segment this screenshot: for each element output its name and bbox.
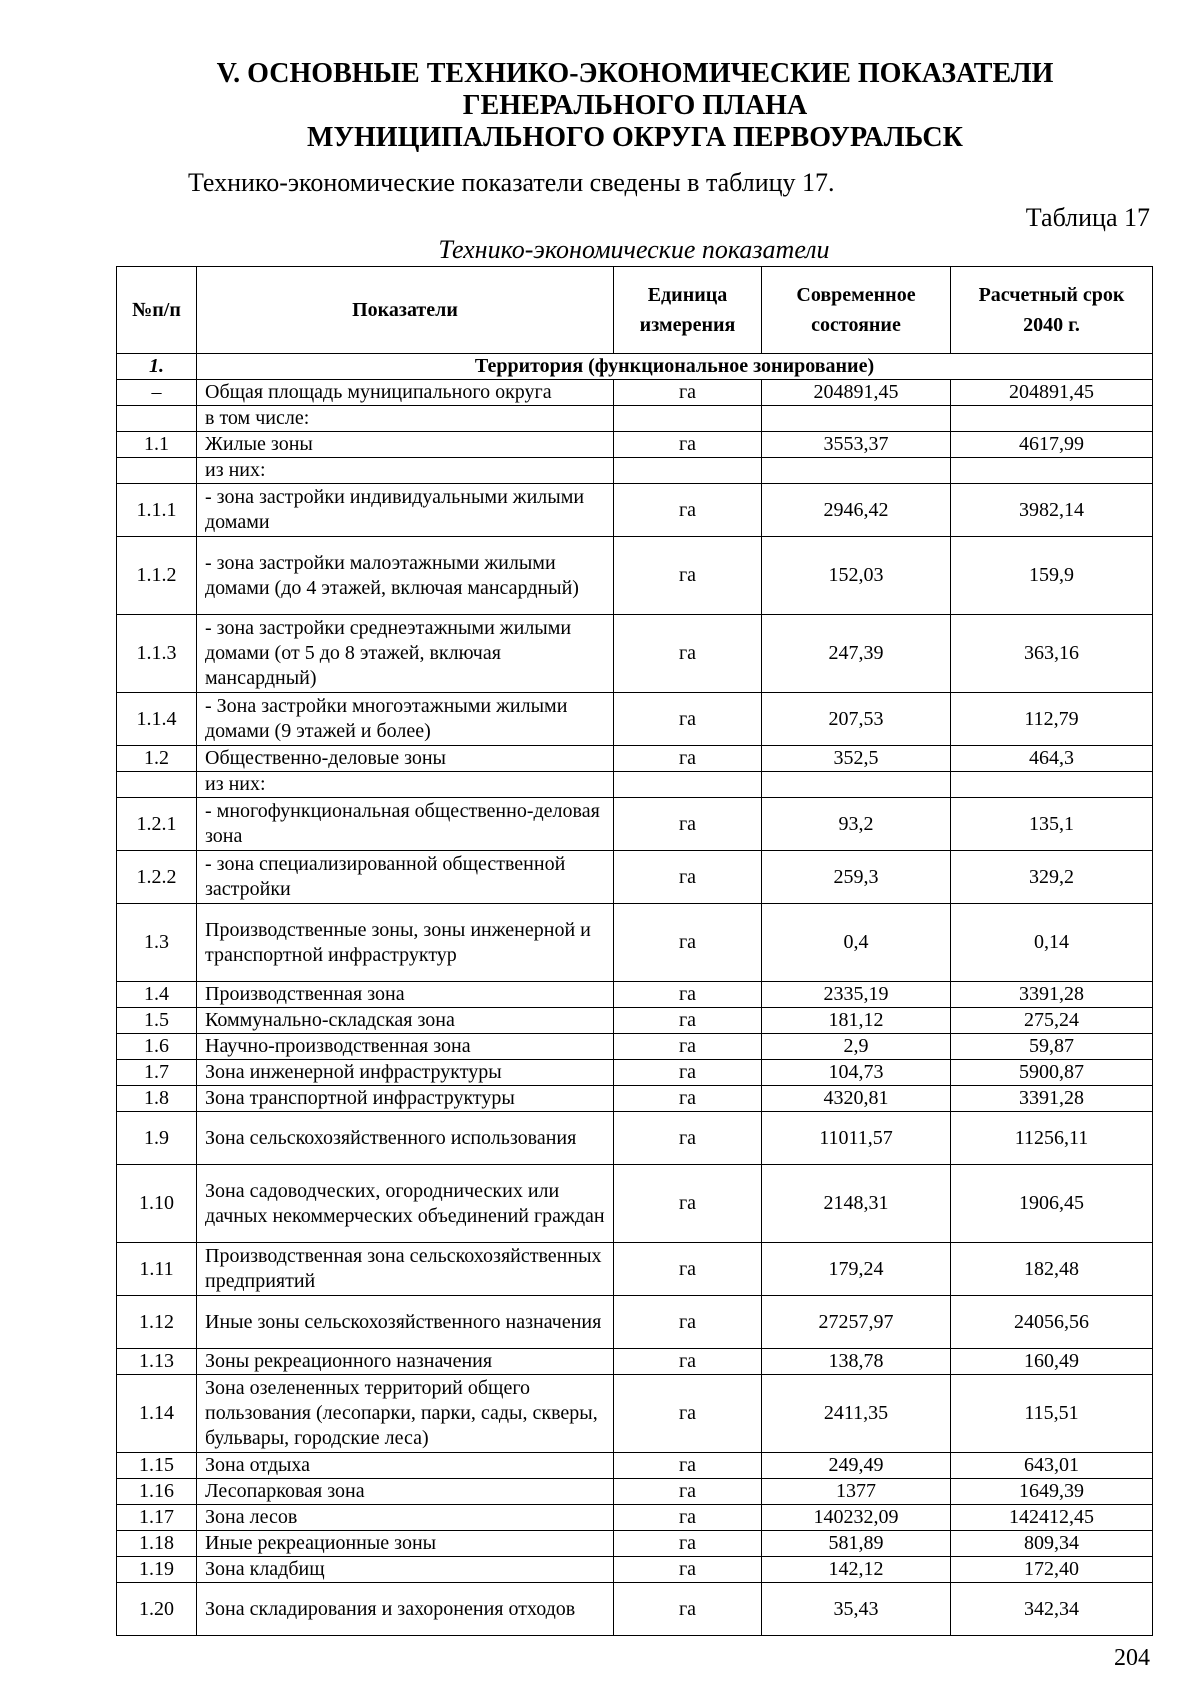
row-current: 3553,37 [762,432,951,458]
row-unit: га [614,1112,762,1165]
row-current [762,458,951,484]
row-target: 1906,45 [951,1165,1153,1243]
row-unit: га [614,1165,762,1243]
row-target: 172,40 [951,1557,1153,1583]
row-num: 1.9 [117,1112,197,1165]
table-row [117,851,1153,904]
row-num: 1.6 [117,1034,197,1060]
row-target [951,458,1153,484]
table-row [117,380,1153,406]
table-row [117,1034,1153,1060]
row-num: 1.1 [117,432,197,458]
row-unit: га [614,1531,762,1557]
row-target: 809,34 [951,1531,1153,1557]
row-name: Иные рекреационные зоны [197,1531,614,1557]
row-unit: га [614,1453,762,1479]
row-num: 1.10 [117,1165,197,1243]
table-row [117,1296,1153,1349]
row-unit [614,772,762,798]
row-unit: га [614,798,762,851]
table-caption: Технико-экономические показатели [438,235,830,264]
table-row [117,1008,1153,1034]
indicators-table [116,266,1153,1636]
row-target: 59,87 [951,1034,1153,1060]
row-num [117,406,197,432]
page-number: 204 [1114,1645,1150,1671]
row-target: 112,79 [951,693,1153,746]
header-num: №п/п [117,267,197,354]
row-num: 1.2 [117,746,197,772]
row-num: 1.1.1 [117,484,197,537]
table-row [117,746,1153,772]
row-num: 1.12 [117,1296,197,1349]
header-current [762,267,951,354]
row-num: 1.15 [117,1453,197,1479]
row-target: 643,01 [951,1453,1153,1479]
row-num: 1.2.1 [117,798,197,851]
row-name: Зона кладбищ [197,1557,614,1583]
table-row [117,1243,1153,1296]
row-target: 3982,14 [951,484,1153,537]
table-row [117,982,1153,1008]
row-num: 1.19 [117,1557,197,1583]
header-target-line-1: Расчетный срок [978,284,1125,306]
row-target: 275,24 [951,1008,1153,1034]
row-name: - зона застройки малоэтажными жилыми домами (до 4 этажей, включая мансардный) [197,537,614,615]
row-num [117,458,197,484]
row-current: 142,12 [762,1557,951,1583]
table-row [117,1479,1153,1505]
row-unit: га [614,380,762,406]
row-num: 1.2.2 [117,851,197,904]
row-target [951,406,1153,432]
row-name: Зона сельскохозяйственного использования [197,1112,614,1165]
row-name: - многофункциональная общественно-деловая зона [197,798,614,851]
row-name: из них: [197,458,614,484]
header-target-line-2: 2040 г. [1023,314,1080,336]
row-name: Производственные зоны, зоны инженерной и транспортной инфраструктур [197,904,614,982]
table-row [117,1531,1153,1557]
row-name: Научно-производственная зона [197,1034,614,1060]
row-unit: га [614,432,762,458]
row-target: 182,48 [951,1243,1153,1296]
row-name: Общественно-деловые зоны [197,746,614,772]
row-target: 159,9 [951,537,1153,615]
row-name: Производственная зона сельскохозяйственных предприятий [197,1243,614,1296]
row-current: 11011,57 [762,1112,951,1165]
row-unit: га [614,1505,762,1531]
header-name: Показатели [197,267,614,354]
row-current: 140232,09 [762,1505,951,1531]
row-name: - зона застройки индивидуальными жилыми домами [197,484,614,537]
table-row [117,615,1153,693]
header-unit [614,267,762,354]
row-target: 160,49 [951,1349,1153,1375]
row-target: 3391,28 [951,1086,1153,1112]
row-name: Иные зоны сельскохозяйственного назначения [197,1296,614,1349]
table-label: Таблица 17 [1025,203,1150,232]
row-name: - зона застройки среднеэтажными жилыми домами (от 5 до 8 этажей, включая мансардный) [197,615,614,693]
row-target: 0,14 [951,904,1153,982]
row-unit: га [614,1243,762,1296]
row-name: Производственная зона [197,982,614,1008]
table-row [117,1086,1153,1112]
table-row [117,798,1153,851]
row-num: 1.3 [117,904,197,982]
table-row [117,537,1153,615]
section-title: Территория (функциональное зонирование) [197,354,1153,380]
row-unit [614,406,762,432]
row-num: 1.4 [117,982,197,1008]
row-num: 1.7 [117,1060,197,1086]
row-current: 249,49 [762,1453,951,1479]
row-unit: га [614,1296,762,1349]
row-current: 2,9 [762,1034,951,1060]
row-name: Зона инженерной инфраструктуры [197,1060,614,1086]
row-num: 1.16 [117,1479,197,1505]
row-current [762,772,951,798]
row-target: 363,16 [951,615,1153,693]
row-target: 4617,99 [951,432,1153,458]
row-name: Коммунально-складская зона [197,1008,614,1034]
table-row [117,693,1153,746]
table-row [117,1505,1153,1531]
row-unit: га [614,1060,762,1086]
header-target [951,267,1153,354]
row-current: 104,73 [762,1060,951,1086]
row-current: 581,89 [762,1531,951,1557]
row-unit: га [614,484,762,537]
row-unit: га [614,1086,762,1112]
row-target [951,772,1153,798]
row-num: 1.1.3 [117,615,197,693]
row-unit: га [614,982,762,1008]
row-current: 179,24 [762,1243,951,1296]
row-num: 1.1.4 [117,693,197,746]
row-name: Лесопарковая зона [197,1479,614,1505]
row-name: Зона отдыха [197,1453,614,1479]
row-target: 24056,56 [951,1296,1153,1349]
row-unit: га [614,746,762,772]
row-current: 259,3 [762,851,951,904]
section-num: 1. [117,354,197,380]
row-current: 138,78 [762,1349,951,1375]
row-current: 352,5 [762,746,951,772]
row-current: 27257,97 [762,1296,951,1349]
row-num: 1.5 [117,1008,197,1034]
row-target: 464,3 [951,746,1153,772]
row-target: 135,1 [951,798,1153,851]
row-target: 204891,45 [951,380,1153,406]
table-row [117,1349,1153,1375]
row-current: 35,43 [762,1583,951,1636]
row-name: Зона транспортной инфраструктуры [197,1086,614,1112]
row-name: Зона озелененных территорий общего пользования (лесопарки, парки, сады, скверы, бульвары, городские леса) [197,1375,614,1453]
row-current: 93,2 [762,798,951,851]
row-unit: га [614,904,762,982]
table-row [117,772,1153,798]
row-name: Зона лесов [197,1505,614,1531]
row-current: 2411,35 [762,1375,951,1453]
table-row [117,1060,1153,1086]
table-row [117,1557,1153,1583]
row-target: 115,51 [951,1375,1153,1453]
row-name: Общая площадь муниципального округа [197,380,614,406]
row-num: 1.20 [117,1583,197,1636]
row-unit: га [614,693,762,746]
row-num [117,772,197,798]
row-unit: га [614,1034,762,1060]
heading-line-3: МУНИЦИПАЛЬНОГО ОКРУГА ПЕРВОУРАЛЬСК [307,122,963,153]
row-unit: га [614,1349,762,1375]
row-name: - Зона застройки многоэтажными жилыми домами (9 этажей и более) [197,693,614,746]
row-unit: га [614,1583,762,1636]
table-body [117,354,1153,1636]
table-row [117,432,1153,458]
row-num: 1.14 [117,1375,197,1453]
row-name: в том числе: [197,406,614,432]
table-row [117,1453,1153,1479]
row-current: 181,12 [762,1008,951,1034]
row-current: 2335,19 [762,982,951,1008]
row-name: Зоны рекреационного назначения [197,1349,614,1375]
row-name: Зона садоводческих, огороднических или дачных некоммерческих объединений граждан [197,1165,614,1243]
row-num: – [117,380,197,406]
row-target: 342,34 [951,1583,1153,1636]
row-unit: га [614,1479,762,1505]
row-current: 1377 [762,1479,951,1505]
row-current: 204891,45 [762,380,951,406]
table-row [117,458,1153,484]
row-name: Жилые зоны [197,432,614,458]
table-row [117,1583,1153,1636]
table-row [117,406,1153,432]
header-current-line-2: состояние [811,314,901,336]
row-current: 0,4 [762,904,951,982]
row-target: 5900,87 [951,1060,1153,1086]
header-current-line-1: Современное [796,284,916,306]
header-unit-line-2: измерения [639,314,736,336]
table-row [117,904,1153,982]
row-num: 1.8 [117,1086,197,1112]
row-target: 329,2 [951,851,1153,904]
header-unit-line-1: Единица [647,284,728,306]
row-unit: га [614,615,762,693]
row-current: 207,53 [762,693,951,746]
row-unit: га [614,1557,762,1583]
row-num: 1.18 [117,1531,197,1557]
table-row [117,1375,1153,1453]
row-unit: га [614,851,762,904]
row-num: 1.13 [117,1349,197,1375]
row-unit: га [614,1008,762,1034]
row-num: 1.11 [117,1243,197,1296]
row-num: 1.1.2 [117,537,197,615]
row-current: 2148,31 [762,1165,951,1243]
row-unit [614,458,762,484]
row-current: 247,39 [762,615,951,693]
table-header-row [117,267,1153,354]
row-target: 1649,39 [951,1479,1153,1505]
row-current [762,406,951,432]
table-row [117,1112,1153,1165]
row-target: 142412,45 [951,1505,1153,1531]
document-heading [120,58,1150,154]
row-current: 152,03 [762,537,951,615]
row-unit: га [614,1375,762,1453]
row-target: 3391,28 [951,982,1153,1008]
row-target: 11256,11 [951,1112,1153,1165]
heading-line-1: V. ОСНОВНЫЕ ТЕХНИКО-ЭКОНОМИЧЕСКИЕ ПОКАЗАТЕЛИ [216,58,1054,89]
row-current: 4320,81 [762,1086,951,1112]
row-unit: га [614,537,762,615]
row-name: Зона складирования и захоронения отходов [197,1583,614,1636]
section-row [117,354,1153,380]
row-current: 2946,42 [762,484,951,537]
table-row [117,484,1153,537]
table-row [117,1165,1153,1243]
row-num: 1.17 [117,1505,197,1531]
intro-text: Технико-экономические показатели сведены в таблицу 17. [188,168,835,197]
row-name: из них: [197,772,614,798]
row-name: - зона специализированной общественной застройки [197,851,614,904]
heading-line-2: ГЕНЕРАЛЬНОГО ПЛАНА [462,90,808,121]
